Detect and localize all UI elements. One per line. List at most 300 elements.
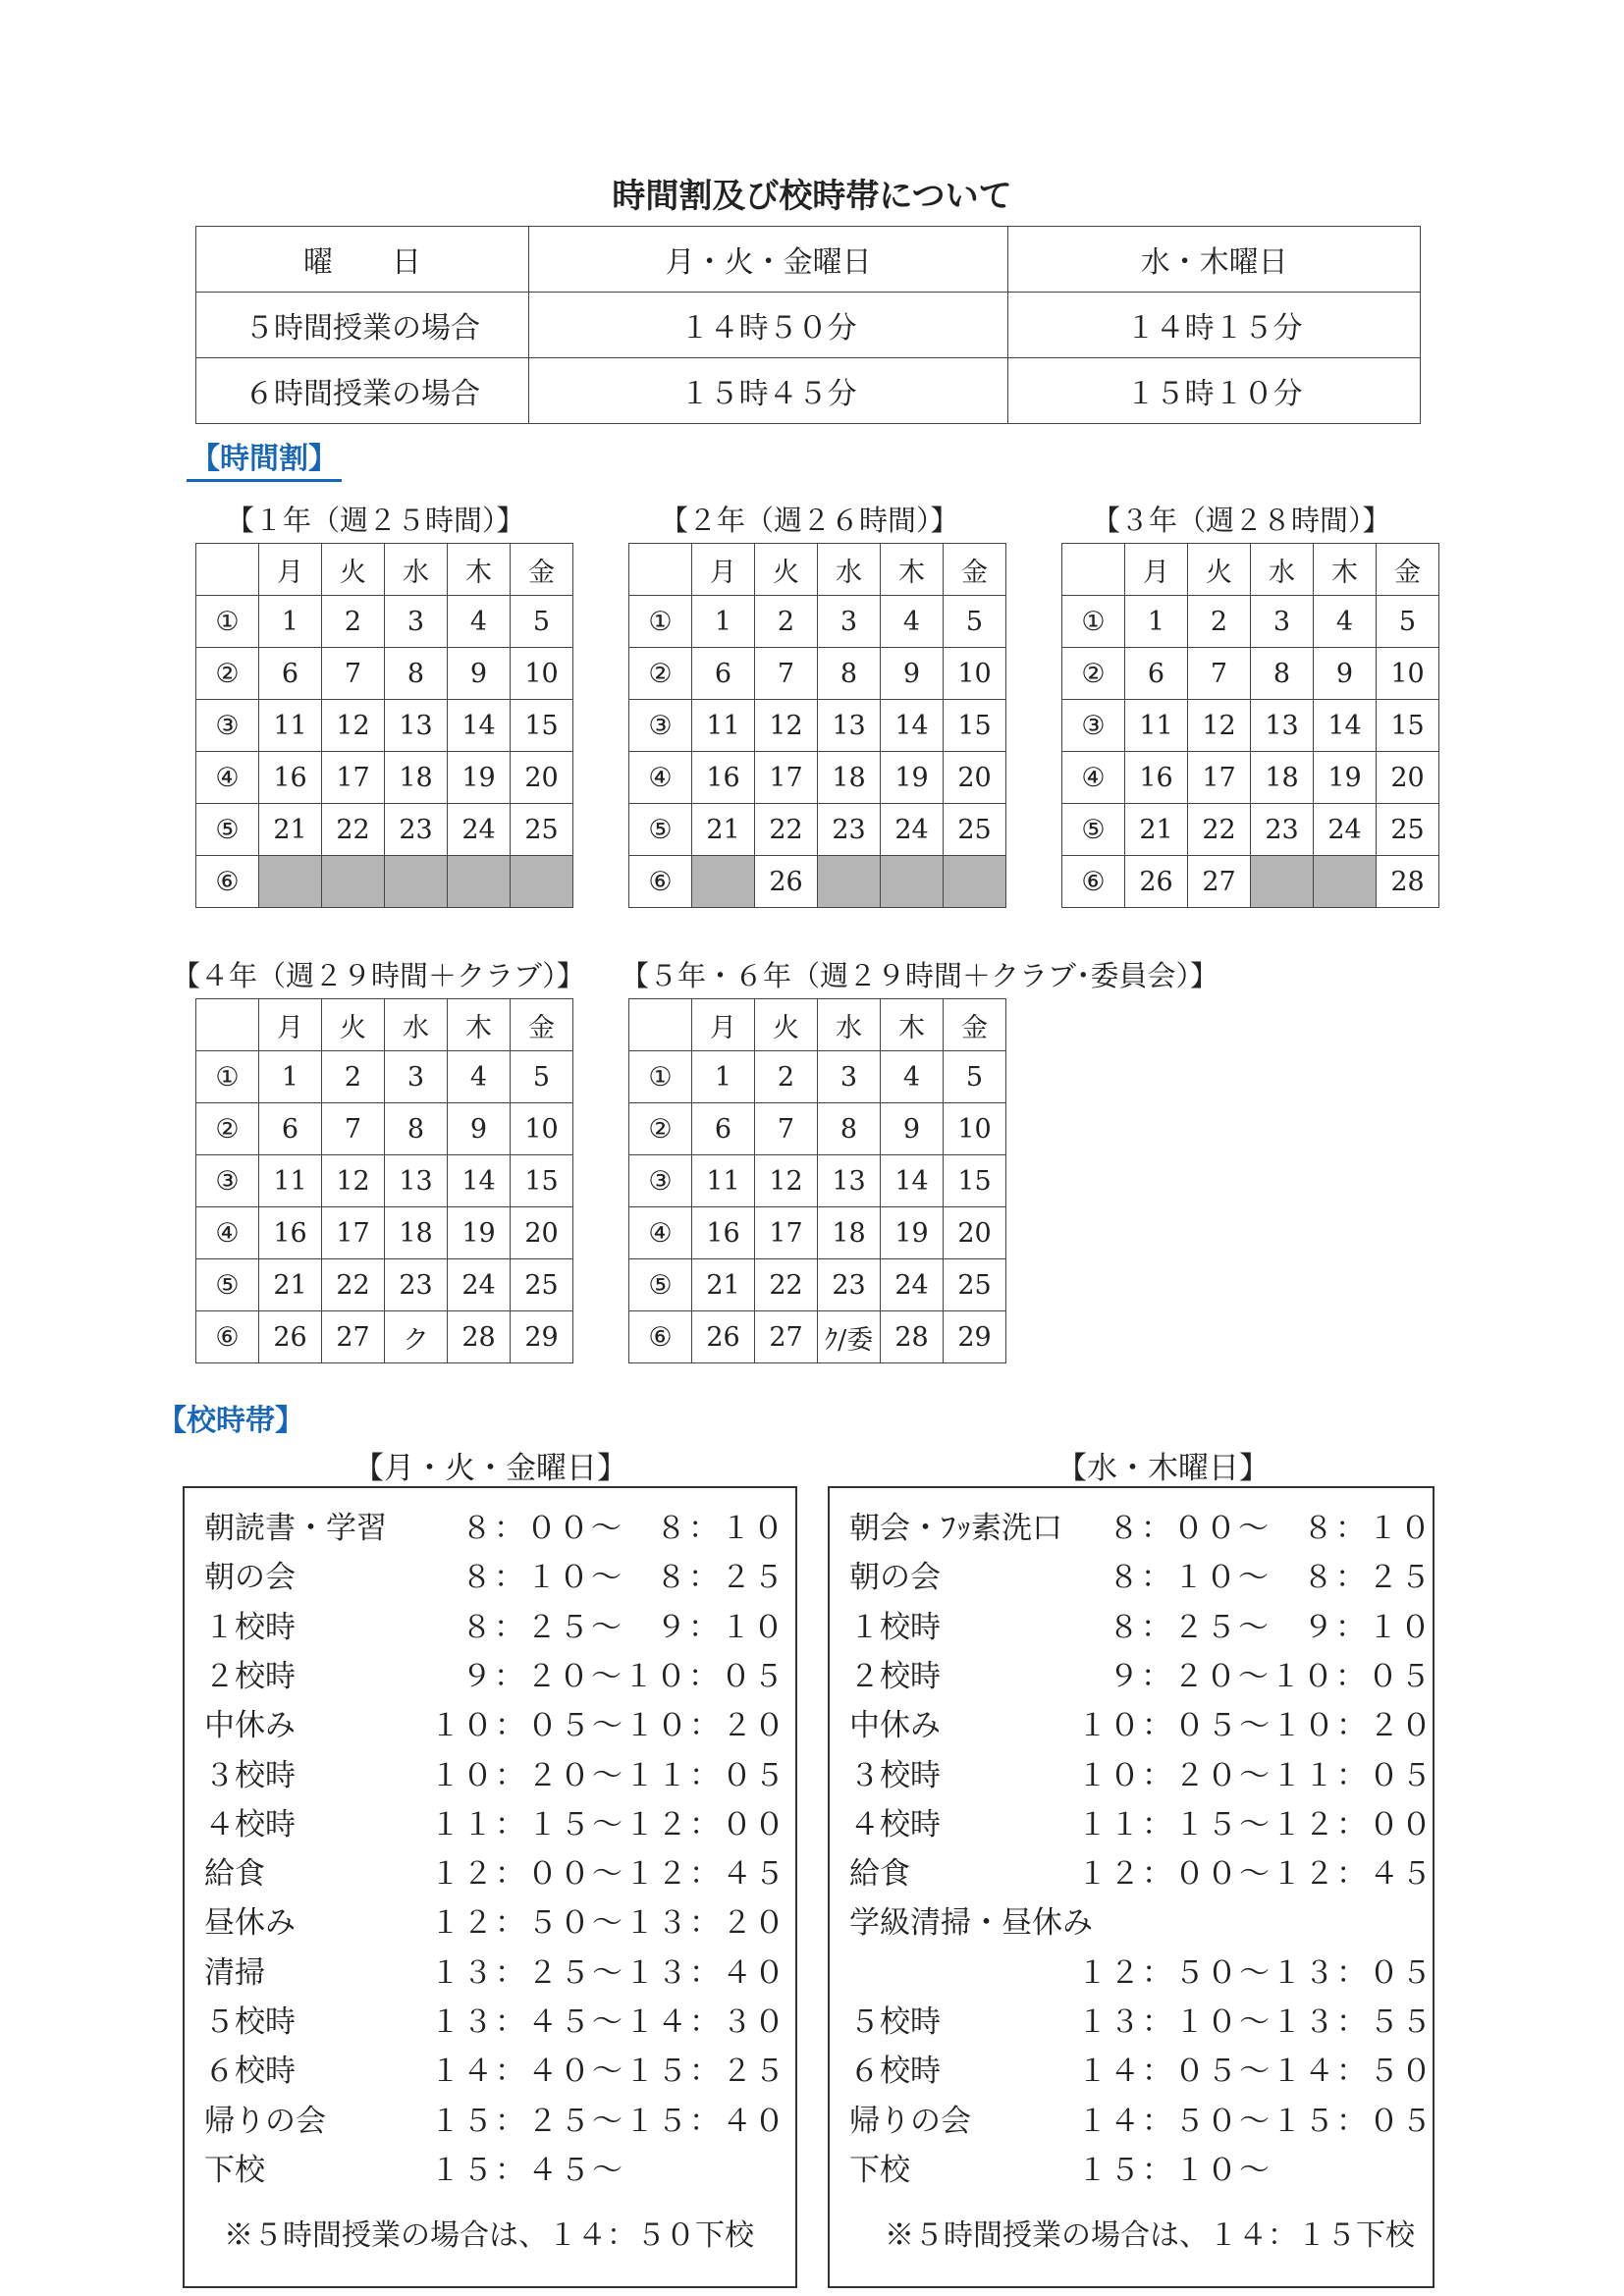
lesson-cell: 3 bbox=[385, 596, 448, 648]
table-row bbox=[629, 1207, 1006, 1259]
lesson-cell: 27 bbox=[1188, 856, 1251, 908]
lesson-cell: 2 bbox=[1188, 596, 1251, 648]
lesson-cell: 16 bbox=[1125, 752, 1188, 804]
lesson-cell bbox=[1314, 856, 1377, 908]
period-name: 下校 bbox=[204, 2152, 265, 2188]
lesson-cell: 4 bbox=[881, 1051, 944, 1103]
lesson-cell: 23 bbox=[385, 1259, 448, 1311]
period-label-cell: ② bbox=[629, 648, 692, 700]
lesson-cell: 9 bbox=[448, 1103, 511, 1155]
lesson-cell: 3 bbox=[1251, 596, 1314, 648]
period-time: １０：０５～１０：２０ bbox=[1077, 1708, 1434, 1744]
period-time: ８：１０～ ８：２５ bbox=[1109, 1560, 1433, 1596]
lesson-cell: 9 bbox=[881, 648, 944, 700]
lesson-cell: 25 bbox=[1377, 804, 1439, 856]
period-time: ９：２０～１０：０５ bbox=[1109, 1658, 1433, 1694]
lesson-cell: 18 bbox=[818, 752, 881, 804]
table-row bbox=[196, 596, 573, 648]
period-label-cell: ③ bbox=[196, 700, 259, 752]
lesson-cell: 9 bbox=[1314, 648, 1377, 700]
day-header-cell: 水 bbox=[818, 999, 881, 1051]
day-header-cell: 火 bbox=[755, 999, 818, 1051]
period-label-cell: ③ bbox=[629, 700, 692, 752]
period-time: ８：２５～ ９：１０ bbox=[1109, 1609, 1433, 1645]
table-header-row bbox=[196, 544, 573, 596]
day-header-cell: 金 bbox=[1377, 544, 1439, 596]
lesson-cell: 2 bbox=[755, 596, 818, 648]
lesson-cell: 5 bbox=[1377, 596, 1439, 648]
lesson-cell: 17 bbox=[322, 1207, 385, 1259]
period-name: 中休み bbox=[204, 1708, 296, 1744]
lesson-cell: 6 bbox=[1125, 648, 1188, 700]
lesson-cell: 7 bbox=[755, 1103, 818, 1155]
lesson-cell: 6 bbox=[259, 1103, 322, 1155]
lesson-cell: 26 bbox=[259, 1311, 322, 1363]
lesson-cell: 2 bbox=[322, 1051, 385, 1103]
table-header-row bbox=[629, 999, 1006, 1051]
lesson-cell bbox=[1251, 856, 1314, 908]
table-row bbox=[196, 1311, 573, 1363]
lesson-cell: 16 bbox=[259, 752, 322, 804]
day-header-cell: 月 bbox=[692, 544, 755, 596]
lesson-cell: 7 bbox=[322, 1103, 385, 1155]
table-row bbox=[629, 1103, 1006, 1155]
lesson-cell: 21 bbox=[259, 1259, 322, 1311]
lesson-cell: 16 bbox=[259, 1207, 322, 1259]
period-name: 帰りの会 bbox=[849, 2103, 971, 2139]
lesson-cell: 23 bbox=[818, 804, 881, 856]
lesson-cell: 24 bbox=[881, 804, 944, 856]
lesson-cell: 24 bbox=[448, 804, 511, 856]
period-label-cell: ⑥ bbox=[196, 856, 259, 908]
period-time: １０：２０～１１：０５ bbox=[1077, 1757, 1434, 1793]
period-name: 学級清掃・昼休み bbox=[849, 1905, 1093, 1942]
table-row bbox=[629, 1051, 1006, 1103]
lesson-cell: 29 bbox=[944, 1311, 1006, 1363]
period-name: ５校時 bbox=[204, 2004, 296, 2040]
lesson-cell: 10 bbox=[511, 648, 573, 700]
timetable-section-heading: 【時間割】 bbox=[187, 434, 342, 482]
lesson-cell: 21 bbox=[1125, 804, 1188, 856]
lesson-cell: 18 bbox=[385, 1207, 448, 1259]
period-time: １３：４５～１４：３０ bbox=[430, 2004, 786, 2040]
dismissal-note: ※５時間授業の場合は、１４：５０下校 bbox=[224, 2218, 754, 2253]
period-label-cell: ⑤ bbox=[629, 804, 692, 856]
table-row bbox=[196, 752, 573, 804]
day-header-cell: 火 bbox=[322, 999, 385, 1051]
lesson-cell: 20 bbox=[1377, 752, 1439, 804]
table-header-row bbox=[629, 544, 1006, 596]
schedule-title: 【水・木曜日】 bbox=[1056, 1451, 1270, 1486]
lesson-cell: 23 bbox=[1251, 804, 1314, 856]
lesson-cell: 11 bbox=[692, 700, 755, 752]
table-row bbox=[1062, 596, 1439, 648]
lesson-cell: 28 bbox=[881, 1311, 944, 1363]
period-name: 下校 bbox=[849, 2152, 910, 2188]
period-label-cell: ③ bbox=[629, 1155, 692, 1207]
lesson-cell: ク bbox=[385, 1311, 448, 1363]
table-cell: １４時５０分 bbox=[529, 293, 1008, 358]
period-label-cell: ⑤ bbox=[629, 1259, 692, 1311]
lesson-cell: 22 bbox=[322, 1259, 385, 1311]
timetable-grid bbox=[628, 543, 1006, 908]
lesson-cell: 22 bbox=[755, 804, 818, 856]
lesson-cell: 21 bbox=[692, 804, 755, 856]
lesson-cell: 20 bbox=[511, 1207, 573, 1259]
period-label-cell: ① bbox=[196, 596, 259, 648]
day-header-cell: 水 bbox=[385, 999, 448, 1051]
lesson-cell: 1 bbox=[1125, 596, 1188, 648]
day-header-cell: 金 bbox=[511, 999, 573, 1051]
table-row bbox=[196, 1051, 573, 1103]
table-row bbox=[629, 596, 1006, 648]
period-name: 昼休み bbox=[204, 1905, 296, 1942]
lesson-cell: 13 bbox=[385, 700, 448, 752]
lesson-cell: 25 bbox=[944, 804, 1006, 856]
lesson-cell: 14 bbox=[1314, 700, 1377, 752]
period-time: １５：１０～ bbox=[1077, 2152, 1272, 2188]
lesson-cell bbox=[322, 856, 385, 908]
lesson-cell: 5 bbox=[944, 596, 1006, 648]
period-label-cell: ③ bbox=[196, 1155, 259, 1207]
table-cell: ５時間授業の場合 bbox=[196, 293, 529, 358]
period-time: １３：１０～１３：５５ bbox=[1077, 2004, 1434, 2040]
period-label-cell: ① bbox=[629, 596, 692, 648]
table-row bbox=[1062, 648, 1439, 700]
period-label-cell: ④ bbox=[1062, 752, 1125, 804]
table-row bbox=[196, 648, 573, 700]
table-header-cell: 月・火・金曜日 bbox=[529, 227, 1008, 293]
period-name: 朝会・ﾌｯ素洗口 bbox=[849, 1511, 1062, 1546]
period-time: １０：２０～１１：０５ bbox=[430, 1757, 786, 1793]
lesson-cell: 19 bbox=[1314, 752, 1377, 804]
period-time: １３：２５～１３：４０ bbox=[430, 1954, 786, 1991]
table-corner-cell bbox=[1062, 544, 1125, 596]
period-label-cell: ⑥ bbox=[629, 1311, 692, 1363]
lesson-cell: 24 bbox=[1314, 804, 1377, 856]
table-header-row bbox=[196, 227, 1421, 293]
day-header-cell: 木 bbox=[448, 999, 511, 1051]
lesson-cell bbox=[818, 856, 881, 908]
day-header-cell: 木 bbox=[881, 544, 944, 596]
lesson-cell: 7 bbox=[755, 648, 818, 700]
lesson-cell: 5 bbox=[511, 596, 573, 648]
day-header-cell: 金 bbox=[944, 544, 1006, 596]
dismissal-note: ※５時間授業の場合は、１４：１５下校 bbox=[885, 2218, 1415, 2253]
period-time: １４：０５～１４：５０ bbox=[1077, 2054, 1434, 2090]
lesson-cell: 14 bbox=[881, 1155, 944, 1207]
day-header-cell: 木 bbox=[1314, 544, 1377, 596]
lesson-cell: 12 bbox=[322, 700, 385, 752]
lesson-cell: 25 bbox=[511, 1259, 573, 1311]
lesson-cell: 12 bbox=[322, 1155, 385, 1207]
lesson-cell: 17 bbox=[1188, 752, 1251, 804]
lesson-cell: 24 bbox=[448, 1259, 511, 1311]
lesson-cell: 22 bbox=[755, 1259, 818, 1311]
day-header-cell: 火 bbox=[1188, 544, 1251, 596]
period-name: 給食 bbox=[849, 1856, 910, 1893]
timetable-grid bbox=[1061, 543, 1439, 908]
lesson-cell: 26 bbox=[692, 1311, 755, 1363]
page-title: 時間割及び校時帯について bbox=[612, 177, 1012, 216]
period-label-cell: ⑥ bbox=[629, 856, 692, 908]
lesson-cell: 13 bbox=[818, 700, 881, 752]
lesson-cell: 28 bbox=[1377, 856, 1439, 908]
lesson-cell: 18 bbox=[818, 1207, 881, 1259]
lesson-cell: 4 bbox=[448, 1051, 511, 1103]
lesson-cell: 20 bbox=[511, 752, 573, 804]
table-row bbox=[629, 1259, 1006, 1311]
period-label-cell: ④ bbox=[196, 1207, 259, 1259]
lesson-cell: 14 bbox=[448, 1155, 511, 1207]
table-row bbox=[1062, 804, 1439, 856]
period-time: １４：４０～１５：２５ bbox=[430, 2054, 786, 2090]
lesson-cell: 11 bbox=[1125, 700, 1188, 752]
lesson-cell: 11 bbox=[692, 1155, 755, 1207]
lesson-cell: 10 bbox=[1377, 648, 1439, 700]
period-name: ４校時 bbox=[849, 1806, 941, 1842]
lesson-cell: 19 bbox=[448, 1207, 511, 1259]
period-label-cell: ⑤ bbox=[1062, 804, 1125, 856]
schedule-box bbox=[828, 1486, 1435, 2288]
lesson-cell: 1 bbox=[692, 596, 755, 648]
lesson-cell: 9 bbox=[448, 648, 511, 700]
lesson-cell: 1 bbox=[259, 1051, 322, 1103]
schedule-box bbox=[183, 1486, 797, 2288]
period-time: １２：００～１２：４５ bbox=[430, 1856, 786, 1893]
lesson-cell: 20 bbox=[944, 752, 1006, 804]
lesson-cell bbox=[511, 856, 573, 908]
timetable-title: 【４年（週２９時間＋クラブ）】 bbox=[172, 959, 585, 992]
lesson-cell: 21 bbox=[259, 804, 322, 856]
period-name: ２校時 bbox=[849, 1658, 941, 1694]
lesson-cell: 8 bbox=[818, 1103, 881, 1155]
lesson-cell: 15 bbox=[511, 700, 573, 752]
lesson-cell: 2 bbox=[755, 1051, 818, 1103]
lesson-cell: 12 bbox=[1188, 700, 1251, 752]
lesson-cell: 10 bbox=[944, 648, 1006, 700]
period-label-cell: ② bbox=[1062, 648, 1125, 700]
lesson-cell: 11 bbox=[259, 700, 322, 752]
table-row bbox=[196, 1259, 573, 1311]
period-label-cell: ④ bbox=[629, 752, 692, 804]
lesson-cell: 12 bbox=[755, 1155, 818, 1207]
table-row bbox=[629, 1155, 1006, 1207]
period-name: 朝の会 bbox=[204, 1560, 296, 1596]
lesson-cell: 18 bbox=[385, 752, 448, 804]
day-header-cell: 月 bbox=[259, 999, 322, 1051]
day-header-cell: 火 bbox=[755, 544, 818, 596]
table-row bbox=[196, 293, 1421, 358]
lesson-cell: 22 bbox=[322, 804, 385, 856]
lesson-cell: 6 bbox=[692, 1103, 755, 1155]
period-name: 朝の会 bbox=[849, 1560, 941, 1596]
table-corner-cell bbox=[629, 999, 692, 1051]
timetable-grid bbox=[195, 543, 573, 908]
lesson-cell: 19 bbox=[881, 752, 944, 804]
lesson-cell: 17 bbox=[755, 1207, 818, 1259]
period-name: ４校時 bbox=[204, 1806, 296, 1842]
lesson-cell bbox=[385, 856, 448, 908]
lesson-cell: 7 bbox=[1188, 648, 1251, 700]
day-header-cell: 金 bbox=[944, 999, 1006, 1051]
lesson-cell: 4 bbox=[448, 596, 511, 648]
period-name: １校時 bbox=[204, 1609, 296, 1645]
period-time: １５：２５～１５：４０ bbox=[430, 2103, 786, 2139]
table-header-cell: 曜 日 bbox=[196, 227, 529, 293]
lesson-cell: ｸ/委 bbox=[818, 1311, 881, 1363]
period-time: １４：５０～１５：０５ bbox=[1077, 2103, 1434, 2139]
period-time: ８：２５～ ９：１０ bbox=[461, 1609, 785, 1645]
period-name: 清掃 bbox=[204, 1954, 265, 1991]
lesson-cell: 26 bbox=[1125, 856, 1188, 908]
period-label-cell: ⑤ bbox=[196, 1259, 259, 1311]
lesson-cell: 5 bbox=[511, 1051, 573, 1103]
lesson-cell: 13 bbox=[818, 1155, 881, 1207]
period-label-cell: ① bbox=[196, 1051, 259, 1103]
day-header-cell: 月 bbox=[1125, 544, 1188, 596]
table-row bbox=[196, 1155, 573, 1207]
lesson-cell: 8 bbox=[385, 648, 448, 700]
table-header-row bbox=[1062, 544, 1439, 596]
period-label-cell: ① bbox=[1062, 596, 1125, 648]
table-header-cell: 水・木曜日 bbox=[1008, 227, 1421, 293]
table-row bbox=[1062, 856, 1439, 908]
table-cell: ６時間授業の場合 bbox=[196, 358, 529, 424]
timetable-grid bbox=[195, 998, 573, 1363]
period-name: ６校時 bbox=[204, 2054, 296, 2090]
period-name: 朝読書・学習 bbox=[204, 1511, 387, 1546]
lesson-cell: 8 bbox=[818, 648, 881, 700]
period-label-cell: ④ bbox=[196, 752, 259, 804]
dismissal-summary-table bbox=[195, 226, 1421, 424]
period-name: 帰りの会 bbox=[204, 2103, 326, 2139]
lesson-cell: 21 bbox=[692, 1259, 755, 1311]
table-header-row bbox=[196, 999, 573, 1051]
schedule-section-heading: 【校時帯】 bbox=[157, 1404, 304, 1438]
day-header-cell: 水 bbox=[1251, 544, 1314, 596]
table-row bbox=[196, 358, 1421, 424]
lesson-cell: 25 bbox=[511, 804, 573, 856]
timetable-title: 【１年（週２５時間）】 bbox=[226, 504, 525, 537]
lesson-cell bbox=[692, 856, 755, 908]
lesson-cell: 10 bbox=[511, 1103, 573, 1155]
lesson-cell: 29 bbox=[511, 1311, 573, 1363]
period-time: １２：５０～１３：２０ bbox=[430, 1905, 786, 1942]
lesson-cell: 3 bbox=[818, 596, 881, 648]
table-row bbox=[196, 700, 573, 752]
period-time: １１：１５～１２：００ bbox=[430, 1806, 786, 1842]
lesson-cell: 15 bbox=[511, 1155, 573, 1207]
period-time: ８：１０～ ８：２５ bbox=[461, 1560, 785, 1596]
lesson-cell: 27 bbox=[322, 1311, 385, 1363]
schedule-title: 【月・火・金曜日】 bbox=[353, 1451, 627, 1486]
period-name: ５校時 bbox=[849, 2004, 941, 2040]
lesson-cell: 23 bbox=[818, 1259, 881, 1311]
lesson-cell: 17 bbox=[322, 752, 385, 804]
period-label-cell: ⑤ bbox=[196, 804, 259, 856]
period-time: １２：５０～１３：０５ bbox=[1077, 1954, 1434, 1991]
lesson-cell: 28 bbox=[448, 1311, 511, 1363]
day-header-cell: 月 bbox=[259, 544, 322, 596]
table-row bbox=[629, 648, 1006, 700]
table-corner-cell bbox=[629, 544, 692, 596]
timetable-title: 【３年（週２８時間）】 bbox=[1092, 504, 1391, 537]
lesson-cell bbox=[259, 856, 322, 908]
period-time: １２：００～１２：４５ bbox=[1077, 1856, 1434, 1893]
lesson-cell: 6 bbox=[692, 648, 755, 700]
period-label-cell: ② bbox=[196, 648, 259, 700]
table-row bbox=[196, 804, 573, 856]
lesson-cell: 8 bbox=[385, 1103, 448, 1155]
lesson-cell: 5 bbox=[944, 1051, 1006, 1103]
period-name: ３校時 bbox=[204, 1757, 296, 1793]
period-label-cell: ④ bbox=[629, 1207, 692, 1259]
lesson-cell bbox=[448, 856, 511, 908]
lesson-cell bbox=[944, 856, 1006, 908]
period-label-cell: ② bbox=[629, 1103, 692, 1155]
lesson-cell: 2 bbox=[322, 596, 385, 648]
lesson-cell: 24 bbox=[881, 1259, 944, 1311]
table-cell: １４時１５分 bbox=[1008, 293, 1421, 358]
period-label-cell: ③ bbox=[1062, 700, 1125, 752]
period-time: ８：００～ ８：１０ bbox=[461, 1511, 785, 1546]
table-row bbox=[629, 752, 1006, 804]
period-name: ６校時 bbox=[849, 2054, 941, 2090]
lesson-cell: 3 bbox=[385, 1051, 448, 1103]
lesson-cell: 23 bbox=[385, 804, 448, 856]
lesson-cell: 16 bbox=[692, 752, 755, 804]
period-label-cell: ⑥ bbox=[1062, 856, 1125, 908]
lesson-cell: 4 bbox=[1314, 596, 1377, 648]
lesson-cell: 17 bbox=[755, 752, 818, 804]
period-label-cell: ⑥ bbox=[196, 1311, 259, 1363]
day-header-cell: 木 bbox=[881, 999, 944, 1051]
table-row bbox=[629, 700, 1006, 752]
table-row bbox=[629, 804, 1006, 856]
table-row bbox=[629, 1311, 1006, 1363]
period-name: ２校時 bbox=[204, 1658, 296, 1694]
lesson-cell: 1 bbox=[692, 1051, 755, 1103]
lesson-cell: 19 bbox=[881, 1207, 944, 1259]
day-header-cell: 木 bbox=[448, 544, 511, 596]
lesson-cell: 7 bbox=[322, 648, 385, 700]
lesson-cell: 14 bbox=[448, 700, 511, 752]
table-row bbox=[196, 1103, 573, 1155]
lesson-cell: 27 bbox=[755, 1311, 818, 1363]
period-time: １１：１５～１２：００ bbox=[1077, 1806, 1434, 1842]
lesson-cell bbox=[881, 856, 944, 908]
lesson-cell: 22 bbox=[1188, 804, 1251, 856]
lesson-cell: 9 bbox=[881, 1103, 944, 1155]
period-time: ９：２０～１０：０５ bbox=[461, 1658, 785, 1694]
lesson-cell: 13 bbox=[1251, 700, 1314, 752]
table-cell: １５時４５分 bbox=[529, 358, 1008, 424]
period-time: １５：４５～ bbox=[430, 2152, 624, 2188]
lesson-cell: 25 bbox=[944, 1259, 1006, 1311]
lesson-cell: 14 bbox=[881, 700, 944, 752]
table-row bbox=[196, 856, 573, 908]
lesson-cell: 6 bbox=[259, 648, 322, 700]
lesson-cell: 4 bbox=[881, 596, 944, 648]
lesson-cell: 13 bbox=[385, 1155, 448, 1207]
lesson-cell: 19 bbox=[448, 752, 511, 804]
period-time: １０：０５～１０：２０ bbox=[430, 1708, 786, 1744]
lesson-cell: 15 bbox=[944, 700, 1006, 752]
lesson-cell: 26 bbox=[755, 856, 818, 908]
period-name: ３校時 bbox=[849, 1757, 941, 1793]
table-corner-cell bbox=[196, 999, 259, 1051]
